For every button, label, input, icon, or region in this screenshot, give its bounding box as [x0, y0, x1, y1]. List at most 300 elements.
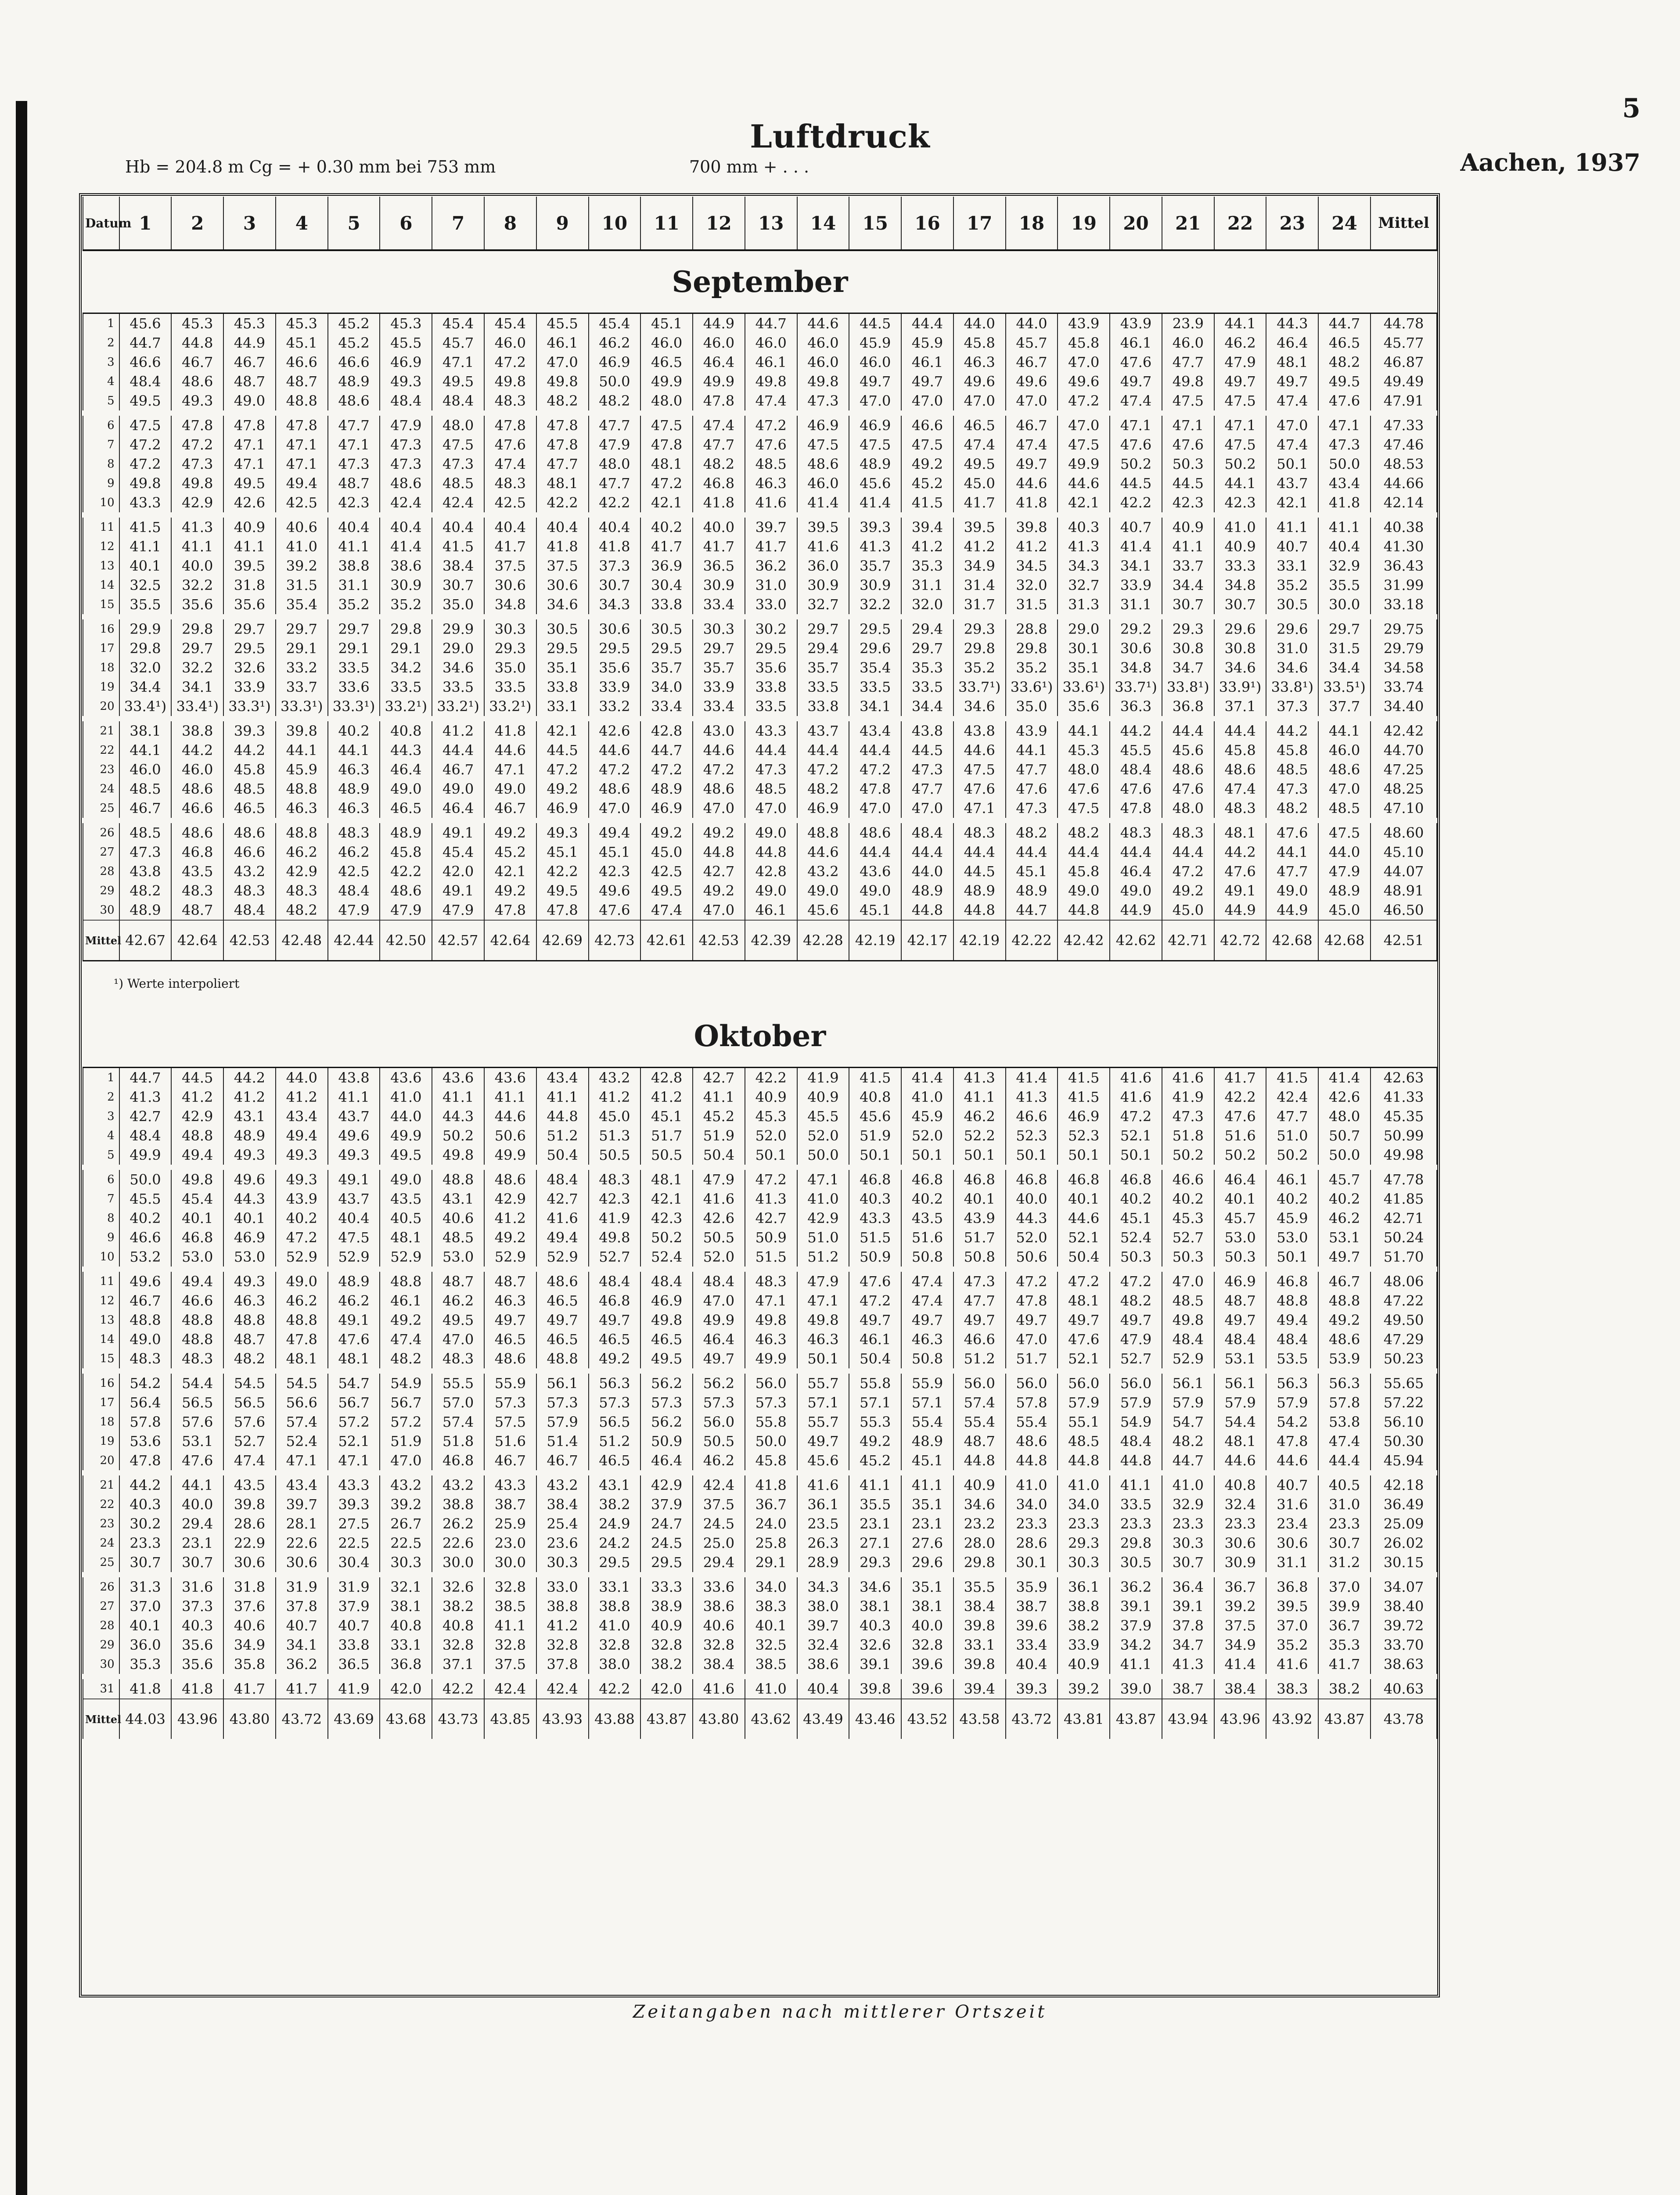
value-cell: 26.7 [380, 1514, 432, 1533]
value-cell: 41.0 [1214, 518, 1266, 537]
value-cell: 48.2 [693, 454, 745, 474]
value-cell: 41.2 [536, 1616, 589, 1635]
value-cell: 44.5 [536, 741, 589, 760]
value-cell: 44.5 [171, 1068, 223, 1088]
value-cell: 52.9 [484, 1247, 536, 1267]
value-cell: 44.9 [693, 313, 745, 334]
hour-header: 1 [119, 197, 172, 250]
value-cell: 33.2¹) [432, 697, 484, 716]
value-cell: 30.5 [1110, 1553, 1162, 1572]
value-cell: 47.5 [901, 435, 953, 454]
value-cell: 35.6 [1058, 697, 1110, 716]
value-cell: 49.7 [1214, 1310, 1266, 1330]
value-cell: 46.8 [901, 1170, 953, 1189]
value-cell: 47.5 [328, 1228, 380, 1247]
value-cell: 23.3 [1110, 1514, 1162, 1533]
value-cell: 46.9 [223, 1228, 276, 1247]
value-cell: 48.7 [276, 372, 328, 391]
group-spacer [83, 716, 1437, 721]
table-row [83, 1170, 1437, 1189]
value-cell: 45.6 [849, 474, 901, 493]
value-cell: 46.4 [1266, 333, 1318, 353]
value-cell: 35.4 [849, 658, 901, 677]
value-cell: 46.4 [380, 760, 432, 779]
value-cell: 50.4 [693, 1145, 745, 1165]
value-cell: 50.4 [849, 1349, 901, 1368]
value-cell: 41.1 [901, 1475, 953, 1495]
value-cell: 56.1 [1162, 1374, 1214, 1393]
value-cell: 46.4 [1110, 862, 1162, 881]
value-cell: 46.9 [797, 416, 849, 435]
day-cell: 30 [83, 900, 119, 920]
value-cell: 43.2 [432, 1475, 484, 1495]
value-cell: 48.7 [223, 1330, 276, 1349]
value-cell: 48.5 [119, 823, 172, 842]
value-cell: 44.9 [223, 333, 276, 353]
value-cell: 48.4 [901, 823, 953, 842]
value-cell: 41.7 [640, 537, 693, 556]
value-cell: 32.0 [119, 658, 172, 677]
value-cell: 49.4 [276, 1126, 328, 1145]
value-cell: 48.9 [119, 900, 172, 920]
value-cell: 34.2 [380, 658, 432, 677]
day-cell: 16 [83, 1374, 119, 1393]
value-cell: 48.9 [901, 1432, 953, 1451]
value-cell: 46.5 [640, 353, 693, 372]
table-row [83, 677, 1437, 697]
value-cell: 33.9 [589, 677, 641, 697]
value-cell: 51.9 [693, 1126, 745, 1145]
value-cell: 48.4 [1214, 1330, 1266, 1349]
value-cell: 32.4 [797, 1635, 849, 1655]
value-cell: 25.0 [693, 1533, 745, 1553]
value-cell: 46.3 [745, 1330, 797, 1349]
value-cell: 47.5 [849, 435, 901, 454]
value-cell: 41.0 [589, 1616, 641, 1635]
value-cell: 41.9 [328, 1679, 380, 1699]
value-cell: 33.9 [223, 677, 276, 697]
value-cell: 54.5 [223, 1374, 276, 1393]
value-cell: 48.8 [432, 1170, 484, 1189]
day-cell: 24 [83, 779, 119, 799]
value-cell: 29.7 [223, 619, 276, 639]
value-cell: 41.4 [849, 493, 901, 512]
value-cell: 39.1 [1162, 1597, 1214, 1616]
value-cell: 42.7 [119, 1107, 172, 1126]
value-cell: 46.1 [745, 353, 797, 372]
daily-mean-cell: 48.60 [1371, 823, 1437, 842]
value-cell: 38.7 [484, 1495, 536, 1514]
value-cell: 50.2 [1214, 1145, 1266, 1165]
value-cell: 56.1 [536, 1374, 589, 1393]
value-cell: 49.2 [693, 881, 745, 900]
value-cell: 49.3 [328, 1145, 380, 1165]
value-cell: 29.1 [380, 639, 432, 658]
value-cell: 43.4 [276, 1475, 328, 1495]
value-cell: 45.4 [484, 313, 536, 334]
hour-header: 12 [693, 197, 745, 250]
value-cell: 45.6 [797, 900, 849, 920]
value-cell: 44.7 [119, 333, 172, 353]
value-cell: 49.4 [589, 823, 641, 842]
value-cell: 57.2 [328, 1412, 380, 1432]
value-cell: 53.8 [1318, 1412, 1371, 1432]
value-cell: 33.3¹) [276, 697, 328, 716]
day-cell: 28 [83, 1616, 119, 1635]
daily-mean-cell: 47.91 [1371, 391, 1437, 410]
value-cell: 46.3 [223, 1291, 276, 1310]
value-cell: 43.7 [328, 1107, 380, 1126]
value-cell: 47.9 [432, 900, 484, 920]
value-cell: 47.7 [1162, 353, 1214, 372]
value-cell: 48.6 [693, 779, 745, 799]
value-cell: 50.9 [640, 1432, 693, 1451]
table-row [83, 1228, 1437, 1247]
value-cell: 41.5 [849, 1068, 901, 1088]
value-cell: 41.1 [953, 1087, 1006, 1107]
day-cell: 7 [83, 1189, 119, 1209]
value-cell: 43.5 [171, 862, 223, 881]
value-cell: 40.8 [380, 721, 432, 741]
value-cell: 24.5 [693, 1514, 745, 1533]
value-cell: 45.3 [745, 1107, 797, 1126]
value-cell: 50.5 [693, 1432, 745, 1451]
value-cell: 39.7 [797, 1616, 849, 1635]
value-cell: 52.9 [536, 1247, 589, 1267]
value-cell: 37.3 [171, 1597, 223, 1616]
value-cell: 29.6 [849, 639, 901, 658]
value-cell: 38.8 [432, 1495, 484, 1514]
value-cell: 44.1 [1058, 721, 1110, 741]
value-cell: 32.6 [849, 1635, 901, 1655]
value-cell: 43.3 [745, 721, 797, 741]
value-cell: 47.3 [432, 454, 484, 474]
value-cell: 31.1 [901, 576, 953, 595]
value-cell: 47.4 [1266, 391, 1318, 410]
value-cell: 50.6 [1006, 1247, 1058, 1267]
value-cell: 48.6 [536, 1272, 589, 1291]
value-cell: 50.3 [1162, 454, 1214, 474]
value-cell: 47.9 [693, 1170, 745, 1189]
value-cell: 49.0 [223, 391, 276, 410]
value-cell: 46.2 [328, 842, 380, 862]
value-cell: 56.2 [640, 1374, 693, 1393]
value-cell: 40.5 [380, 1209, 432, 1228]
value-cell: 56.6 [276, 1393, 328, 1412]
value-cell: 41.7 [953, 493, 1006, 512]
value-cell: 40.0 [901, 1616, 953, 1635]
value-cell: 48.3 [328, 823, 380, 842]
value-cell: 29.7 [276, 619, 328, 639]
value-cell: 45.0 [1318, 900, 1371, 920]
value-cell: 31.0 [1266, 639, 1318, 658]
group-spacer [83, 614, 1437, 619]
value-cell: 41.7 [223, 1679, 276, 1699]
value-cell: 43.2 [380, 1475, 432, 1495]
table-row [83, 881, 1437, 900]
value-cell: 49.0 [432, 779, 484, 799]
table-row [83, 1412, 1437, 1432]
value-cell: 45.3 [1162, 1209, 1214, 1228]
value-cell: 24.2 [589, 1533, 641, 1553]
value-cell: 39.3 [849, 518, 901, 537]
value-cell: 29.2 [1110, 619, 1162, 639]
value-cell: 37.1 [1214, 697, 1266, 716]
value-cell: 35.0 [484, 658, 536, 677]
value-cell: 34.3 [797, 1577, 849, 1597]
value-cell: 47.3 [328, 454, 380, 474]
value-cell: 38.5 [484, 1597, 536, 1616]
value-cell: 51.6 [901, 1228, 953, 1247]
value-cell: 40.1 [119, 1616, 172, 1635]
value-cell: 47.8 [1006, 1291, 1058, 1310]
value-cell: 47.3 [1266, 779, 1318, 799]
spacer-cell [83, 410, 1437, 416]
value-cell: 47.1 [953, 799, 1006, 818]
value-cell: 41.6 [1110, 1068, 1162, 1088]
value-cell: 40.6 [432, 1209, 484, 1228]
daily-mean-cell: 33.74 [1371, 677, 1437, 697]
value-cell: 43.1 [432, 1189, 484, 1209]
value-cell: 47.9 [328, 900, 380, 920]
value-cell: 46.2 [693, 1451, 745, 1470]
value-cell: 47.8 [640, 435, 693, 454]
value-cell: 33.2 [589, 697, 641, 716]
value-cell: 41.6 [536, 1209, 589, 1228]
table-row [83, 1577, 1437, 1597]
hourly-mean-cell: 42.64 [171, 920, 223, 961]
value-cell: 47.8 [536, 900, 589, 920]
value-cell: 47.2 [745, 416, 797, 435]
value-cell: 48.2 [797, 779, 849, 799]
date-column-header: Datum [83, 197, 119, 250]
value-cell: 47.2 [484, 353, 536, 372]
value-cell: 41.1 [849, 1475, 901, 1495]
value-cell: 31.1 [1110, 595, 1162, 614]
value-cell: 48.7 [1214, 1291, 1266, 1310]
hourly-mean-cell: 43.52 [901, 1699, 953, 1739]
value-cell: 34.0 [745, 1577, 797, 1597]
value-cell: 56.0 [1006, 1374, 1058, 1393]
value-cell: 48.6 [328, 391, 380, 410]
value-cell: 45.0 [1162, 900, 1214, 920]
value-cell: 47.6 [328, 1330, 380, 1349]
value-cell: 51.9 [380, 1432, 432, 1451]
value-cell: 32.4 [1214, 1495, 1266, 1514]
value-cell: 48.9 [953, 881, 1006, 900]
value-cell: 44.4 [745, 741, 797, 760]
value-cell: 46.2 [589, 333, 641, 353]
value-cell: 47.5 [1058, 435, 1110, 454]
day-cell: 26 [83, 823, 119, 842]
day-cell: 27 [83, 842, 119, 862]
value-cell: 49.2 [484, 823, 536, 842]
value-cell: 41.1 [1266, 518, 1318, 537]
value-cell: 49.2 [484, 1228, 536, 1247]
value-cell: 47.2 [745, 1170, 797, 1189]
value-cell: 37.6 [223, 1597, 276, 1616]
value-cell: 52.1 [1110, 1126, 1162, 1145]
value-cell: 47.7 [589, 416, 641, 435]
value-cell: 48.3 [223, 881, 276, 900]
value-cell: 46.5 [380, 799, 432, 818]
hourly-mean-row [83, 920, 1437, 961]
value-cell: 41.2 [901, 537, 953, 556]
value-cell: 33.5 [432, 677, 484, 697]
hourly-mean-cell: 42.69 [536, 920, 589, 961]
value-cell: 36.4 [1162, 1577, 1214, 1597]
daily-mean-cell: 47.33 [1371, 416, 1437, 435]
value-cell: 47.4 [1214, 779, 1266, 799]
value-cell: 40.1 [1214, 1189, 1266, 1209]
value-cell: 55.7 [797, 1374, 849, 1393]
value-cell: 41.4 [1318, 1068, 1371, 1088]
hourly-mean-cell: 42.39 [745, 920, 797, 961]
day-cell: 12 [83, 1291, 119, 1310]
value-cell: 40.1 [223, 1209, 276, 1228]
value-cell: 34.9 [1214, 1635, 1266, 1655]
value-cell: 49.3 [223, 1272, 276, 1291]
value-cell: 46.4 [640, 1451, 693, 1470]
value-cell: 53.1 [1318, 1228, 1371, 1247]
value-cell: 53.1 [1214, 1349, 1266, 1368]
value-cell: 37.0 [1266, 1616, 1318, 1635]
value-cell: 48.4 [223, 900, 276, 920]
value-cell: 54.4 [1214, 1412, 1266, 1432]
value-cell: 57.3 [589, 1393, 641, 1412]
hour-header: 16 [901, 197, 953, 250]
value-cell: 42.4 [380, 493, 432, 512]
hourly-mean-cell: 43.93 [536, 1699, 589, 1739]
value-cell: 30.3 [536, 1553, 589, 1572]
value-cell: 48.4 [640, 1272, 693, 1291]
value-cell: 44.2 [171, 741, 223, 760]
value-cell: 29.8 [380, 619, 432, 639]
value-cell: 47.2 [119, 435, 172, 454]
value-cell: 40.9 [797, 1087, 849, 1107]
value-cell: 33.2¹) [484, 697, 536, 716]
value-cell: 44.9 [1110, 900, 1162, 920]
daily-mean-cell: 31.99 [1371, 576, 1437, 595]
footnote-row [83, 961, 1437, 1006]
value-cell: 47.5 [797, 435, 849, 454]
value-cell: 45.7 [1006, 333, 1058, 353]
value-cell: 41.6 [693, 1679, 745, 1699]
value-cell: 49.9 [693, 372, 745, 391]
value-cell: 32.9 [1318, 556, 1371, 576]
value-cell: 35.6 [589, 658, 641, 677]
value-cell: 48.5 [432, 1228, 484, 1247]
value-cell: 49.0 [797, 881, 849, 900]
hourly-mean-cell: 42.57 [432, 920, 484, 961]
value-cell: 22.6 [276, 1533, 328, 1553]
value-cell: 36.8 [1266, 1577, 1318, 1597]
value-cell: 30.1 [1006, 1553, 1058, 1572]
value-cell: 47.7 [901, 779, 953, 799]
value-cell: 49.9 [1058, 454, 1110, 474]
value-cell: 56.5 [223, 1393, 276, 1412]
value-cell: 41.1 [484, 1616, 536, 1635]
value-cell: 36.7 [1318, 1616, 1371, 1635]
value-cell: 52.2 [953, 1126, 1006, 1145]
hourly-mean-cell: 42.28 [797, 920, 849, 961]
value-cell: 44.3 [380, 741, 432, 760]
value-cell: 52.0 [797, 1126, 849, 1145]
day-cell: 2 [83, 1087, 119, 1107]
value-cell: 36.2 [1110, 1577, 1162, 1597]
hourly-mean-cell: 42.73 [589, 920, 641, 961]
value-cell: 38.0 [797, 1597, 849, 1616]
value-cell: 44.7 [1318, 313, 1371, 334]
value-cell: 48.6 [223, 823, 276, 842]
value-cell: 46.0 [640, 333, 693, 353]
value-cell: 33.5 [380, 677, 432, 697]
value-cell: 48.3 [589, 1170, 641, 1189]
value-cell: 46.0 [1318, 741, 1371, 760]
table-row [83, 1533, 1437, 1553]
value-cell: 40.9 [1214, 537, 1266, 556]
value-cell: 40.4 [328, 1209, 380, 1228]
value-cell: 43.6 [432, 1068, 484, 1088]
value-cell: 44.1 [328, 741, 380, 760]
value-cell: 47.6 [1058, 1330, 1110, 1349]
value-cell: 40.8 [1214, 1475, 1266, 1495]
value-cell: 48.2 [223, 1349, 276, 1368]
value-cell: 45.9 [849, 333, 901, 353]
value-cell: 29.6 [901, 1553, 953, 1572]
value-cell: 42.2 [1214, 1087, 1266, 1107]
daily-mean-cell: 45.77 [1371, 333, 1437, 353]
value-cell: 45.4 [589, 313, 641, 334]
value-cell: 33.9 [1058, 1635, 1110, 1655]
value-cell: 33.5 [797, 677, 849, 697]
value-cell: 46.6 [1006, 1107, 1058, 1126]
value-cell: 38.4 [536, 1495, 589, 1514]
value-cell: 50.1 [849, 1145, 901, 1165]
value-cell: 41.6 [1266, 1655, 1318, 1674]
value-cell: 36.8 [1162, 697, 1214, 716]
value-cell: 52.4 [276, 1432, 328, 1451]
value-cell: 40.2 [1162, 1189, 1214, 1209]
value-cell: 37.5 [1214, 1616, 1266, 1635]
value-cell: 42.1 [536, 721, 589, 741]
value-cell: 54.4 [171, 1374, 223, 1393]
value-cell: 49.8 [745, 1310, 797, 1330]
value-cell: 43.6 [380, 1068, 432, 1088]
value-cell: 45.9 [901, 333, 953, 353]
value-cell: 49.1 [432, 881, 484, 900]
value-cell: 39.8 [223, 1495, 276, 1514]
value-cell: 54.7 [328, 1374, 380, 1393]
value-cell: 40.4 [484, 518, 536, 537]
value-cell: 46.7 [1006, 353, 1058, 372]
value-cell: 43.9 [276, 1189, 328, 1209]
value-cell: 46.6 [901, 416, 953, 435]
value-cell: 41.5 [1058, 1068, 1110, 1088]
day-cell: 5 [83, 391, 119, 410]
value-cell: 48.5 [223, 779, 276, 799]
value-cell: 34.8 [484, 595, 536, 614]
value-cell: 48.8 [171, 1126, 223, 1145]
value-cell: 50.0 [797, 1145, 849, 1165]
value-cell: 30.4 [640, 576, 693, 595]
day-cell: 6 [83, 1170, 119, 1189]
value-cell: 39.3 [1006, 1679, 1058, 1699]
value-cell: 40.6 [223, 1616, 276, 1635]
value-cell: 46.0 [1162, 333, 1214, 353]
value-cell: 47.8 [171, 416, 223, 435]
value-cell: 49.7 [693, 1349, 745, 1368]
